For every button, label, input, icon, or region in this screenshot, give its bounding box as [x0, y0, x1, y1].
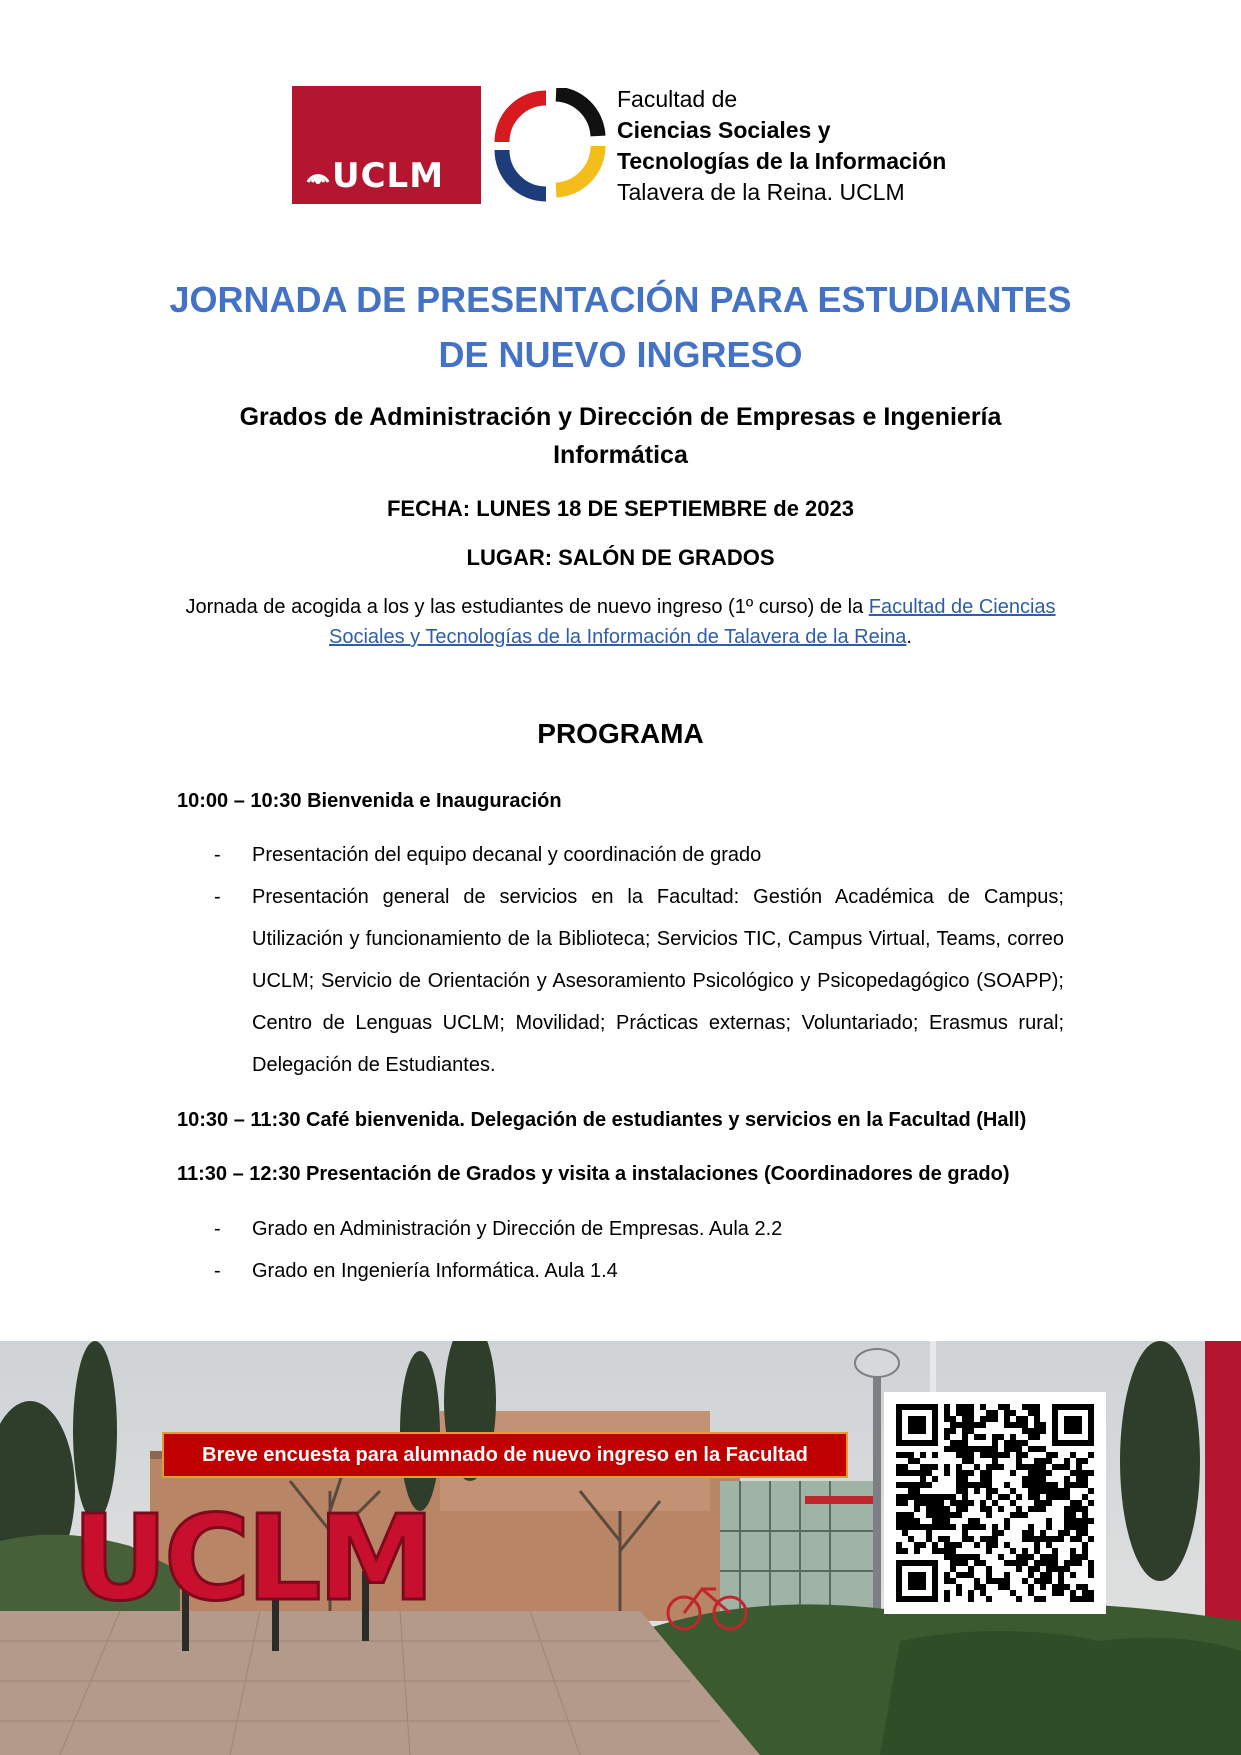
wifi-signal-icon — [304, 160, 332, 186]
slot-3-list — [177, 1208, 1064, 1292]
uclm-logo-text: UCLM — [332, 156, 445, 196]
slot-3-heading: 11:30 – 12:30 Presentación de Grados y visita a instalaciones (Coordinadores de grado) — [177, 1163, 1010, 1185]
title-line1: JORNADA DE PRESENTACIÓN PARA ESTUDIANTES — [169, 279, 1072, 320]
dash-bullet: - — [214, 1260, 221, 1282]
slot-2-heading: 10:30 – 11:30 Café bienvenida. Delegación de estudiantes y servicios en la Facultad (Hall) — [177, 1109, 1027, 1131]
subtitle-line1: Grados de Administración y Dirección de Empresas e Ingeniería — [239, 403, 1002, 431]
event-date: FECHA: LUNES 18 DE SEPTIEMBRE de 2023 — [386, 496, 854, 521]
title-line2: DE NUEVO INGRESO — [438, 334, 803, 375]
list-item-text: Presentación del equipo decanal y coordinación de grado — [252, 844, 762, 866]
event-place: LUGAR: SALÓN DE GRADOS — [466, 545, 775, 570]
list-item — [177, 876, 1064, 1086]
survey-button[interactable]: Breve encuesta para alumnado de nuevo ingreso en la Facultad — [162, 1432, 848, 1478]
faculty-cs-logo-icon — [494, 88, 606, 204]
programa-heading: PROGRAMA — [537, 718, 704, 749]
page-title — [120, 272, 1121, 382]
subtitle-line2: Informática — [553, 441, 688, 469]
faculty-name — [617, 84, 946, 208]
uclm-logo — [292, 86, 481, 204]
degrees-subtitle — [120, 398, 1121, 474]
list-item-text: Grado en Administración y Dirección de Empresas. Aula 2.2 — [252, 1218, 783, 1240]
list-item — [177, 1250, 1064, 1292]
faculty-line2: Ciencias Sociales y — [617, 117, 831, 143]
list-item — [177, 834, 1064, 876]
list-item-text: Grado en Ingeniería Informática. Aula 1.4 — [252, 1260, 618, 1282]
uclm-sign: UCLM — [72, 1489, 432, 1627]
dash-bullet: - — [214, 886, 221, 908]
dash-bullet: - — [214, 844, 221, 866]
list-item — [177, 1208, 1064, 1250]
survey-qr-code[interactable] — [884, 1392, 1106, 1614]
intro-paragraph — [180, 592, 1061, 652]
faculty-link[interactable]: Facultad de Ciencias Sociales y Tecnologías de la Información de Talavera de la Reina — [329, 596, 1056, 648]
intro-text-end: . — [906, 626, 912, 648]
faculty-line3: Tecnologías de la Información — [617, 148, 947, 174]
faculty-line4: Talavera de la Reina. UCLM — [617, 179, 905, 205]
faculty-line1: Facultad de — [617, 86, 738, 112]
list-item-text: Presentación general de servicios en la Facultad: Gestión Académica de Campus; Utilización y funcionamiento de la Biblioteca; Servicios TIC, Campus Virtual, Teams, correo UCLM; Servicio de Orientación y Asesoramiento Psicológico y Psicopedagógico (SOAPP); Centro de Lenguas UCLM; Movilidad; Prácticas externas; Voluntariado; Erasmus rural; Delegación de Estudiantes. — [252, 886, 1064, 1076]
dash-bullet: - — [214, 1218, 221, 1240]
intro-text: Jornada de acogida a los y las estudiantes de nuevo ingreso (1º curso) de la — [185, 596, 869, 618]
slot-1-heading: 10:00 – 10:30 Bienvenida e Inauguración — [177, 790, 562, 812]
qr-code-icon — [884, 1392, 1106, 1614]
slot-1-list — [177, 834, 1064, 1086]
